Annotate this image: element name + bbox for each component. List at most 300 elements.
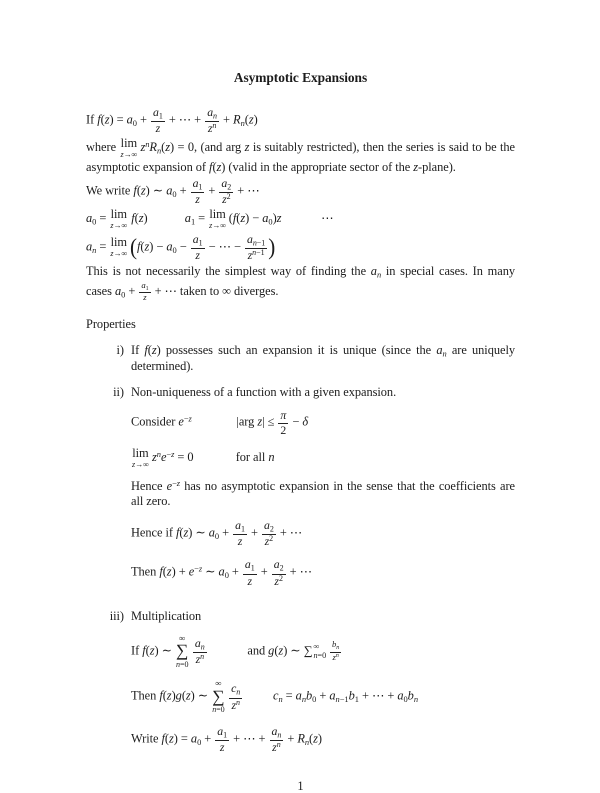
math-text: ( [145,643,150,658]
math-superscript [200,652,204,661]
math-text: 1 [354,694,359,705]
math-text: has no asymptotic expansion in the sense that the coefficients are all zero. [131,479,515,509]
math-variable: f [161,731,165,746]
math-text: ) possesses such an expansion it is unique (since the [156,342,437,357]
math-text: ∼ [202,565,219,580]
math-variable: a [192,176,199,190]
formula-product-series [131,679,515,715]
math-variable: a [271,725,278,738]
math-text: in special cases. In many cases [86,264,515,298]
math-text: →∞ [123,150,138,160]
math-variable: π [280,409,287,423]
formula-a0-a1-limits [86,208,515,231]
item-ii-heading [131,385,515,400]
math-subscript [223,730,227,739]
item-iii-heading [131,609,515,624]
math-text: lim [132,445,149,460]
math-text: + [284,731,298,746]
math-variable: z [272,741,277,755]
math-variable: f [232,211,237,226]
math-variable: a [246,232,253,246]
math-text: ) ∼ [154,643,175,658]
math-variable: z [138,211,144,226]
math-text: 0 [197,737,202,748]
math-text: 1 [145,285,149,292]
math-text: 2 [269,524,274,534]
math-text: | ≤ [262,414,278,429]
math-text: ∞ [215,678,222,689]
item-i-text [131,343,515,374]
operator-base [209,208,226,221]
math-variable: z [120,150,124,160]
fraction-denominator [278,424,288,437]
math-text: =0 [216,705,225,715]
fraction-numerator [229,682,242,698]
math-variable: n [92,245,97,256]
math-text: 1 [198,238,203,248]
math-text: −1 [256,248,265,258]
math-variable: n [304,737,310,748]
math-text: ( [228,211,233,226]
fraction-numerator [243,558,257,574]
fraction-denominator [270,741,284,754]
math-text: ) (valid in the appropriate sector of the [221,160,414,175]
math-variable: n [175,659,180,669]
math-text: ( [136,183,141,198]
math-variable: z [176,478,180,489]
fraction-numerator [272,558,286,574]
math-text: ) = [173,731,191,746]
math-text: + ⋯ [286,565,312,580]
math-text: = [96,239,110,254]
math-variable: a [184,211,191,226]
limit-operator [209,208,226,231]
math-fraction [272,558,286,588]
math-text: →∞ [113,221,128,231]
math-superscript [252,248,264,257]
item-ii-body [131,385,515,598]
math-variable: n [313,650,318,660]
math-variable: a [295,689,302,703]
fraction-denominator [215,741,229,754]
math-text: ) [143,211,148,226]
math-variable: z [244,140,250,155]
math-text: 2 [226,192,231,202]
math-fraction [193,637,207,667]
math-variable: f [144,342,148,357]
limit-operator [132,447,149,470]
math-text: Consider [131,414,179,429]
math-variable: a [190,731,198,746]
math-variable: a [397,689,404,703]
math-variable: R [297,731,305,746]
operator-lower-limit [209,221,226,231]
math-text: Hence [131,479,167,494]
math-subscript [280,564,284,573]
fraction-numerator [191,177,205,193]
operator-base [110,208,127,221]
math-text: ) = 0, (and arg [169,140,245,155]
math-variable: a [235,518,241,532]
math-text: 0 [172,245,177,256]
math-text: 0 [312,694,317,705]
math-variable: z [237,535,243,549]
math-text: + ⋯ taken to ∞ diverges. [151,283,279,298]
fraction-numerator [278,409,288,423]
math-variable: z [143,292,147,303]
math-text: ( [179,525,184,540]
list-item-i [86,343,515,374]
math-subscript [198,182,202,191]
math-text: Then [131,565,160,580]
math-variable: z [195,193,200,207]
math-superscript [279,574,283,583]
math-text: for all [235,449,269,464]
math-text: 2 [280,423,287,437]
math-variable: z [276,211,282,226]
math-variable: e [166,479,173,494]
math-variable: n [212,121,217,131]
item-iii-label: iii) [109,608,124,623]
math-text: ( [309,731,314,746]
math-variable: z [222,193,227,207]
math-text: and [247,643,269,658]
math-variable: b [332,639,337,650]
math-text: ( [181,689,186,703]
math-text: − [289,414,303,429]
math-text: ( [134,211,139,226]
math-superscript [236,698,240,707]
math-text: − [194,563,199,574]
math-text: We write [86,183,134,198]
math-text: ( [212,160,217,175]
fraction-denominator [233,535,247,548]
math-text: ∞ [179,632,186,643]
math-variable: a [370,264,377,279]
math-text: 2 [227,182,232,192]
math-variable: z [166,565,172,580]
math-text: 0 [403,694,408,705]
math-variable: z [198,563,203,574]
math-text: ) + [171,565,189,580]
math-variable: f [142,643,146,658]
math-text: This is not necessarily the simplest way of finding the [86,264,371,279]
math-text: ( [236,211,241,226]
math-text: =0 [179,659,189,669]
math-variable: z [240,211,246,226]
math-variable: g [268,643,275,658]
math-variable: a [86,211,93,226]
fraction-denominator [139,293,150,303]
limit-operator [120,137,137,160]
list-item-ii [86,385,515,598]
formula-limit-zero [131,447,515,470]
math-text: lim [120,136,138,151]
math-fraction [330,640,341,662]
math-text: ( [162,565,167,580]
math-variable: z [104,112,110,127]
math-text: + [228,565,242,580]
math-variable: a [262,211,269,226]
math-variable: n [413,694,418,705]
formula-an-limit [86,233,515,263]
math-variable: f [137,239,141,254]
math-text: − [172,478,177,489]
math-variable: n [235,697,240,707]
math-text: − ⋯ − [205,239,244,254]
math-text: 0 [224,570,229,581]
math-text: =0 [317,650,327,660]
math-variable: z [155,122,161,136]
math-subscript [159,111,163,120]
math-variable: z [185,689,191,703]
math-variable: n [212,705,217,715]
math-subscript [201,642,205,651]
math-variable: n [145,139,150,150]
math-text: − [166,448,172,459]
math-text: + [316,689,330,703]
math-variable: z [248,112,254,127]
formula-then-sum [131,558,515,588]
math-text: 0 [268,216,273,227]
math-subscript [270,524,274,533]
fraction-numerator [193,637,207,653]
math-text: − [183,413,189,424]
math-variable: a [273,558,280,572]
page-number: 1 [297,778,304,793]
math-variable: δ [302,414,309,429]
fraction-numerator [245,233,267,249]
math-variable: z [144,239,150,254]
math-variable: n [200,652,205,662]
math-variable: g [175,689,182,703]
math-subscript [241,524,245,533]
math-variable: f [133,183,137,198]
formula-we-write [86,177,515,207]
math-text: ) ∼ [190,689,212,703]
math-text: |arg [236,414,258,429]
math-text: lim [209,207,226,222]
math-text: 0 [132,117,137,128]
math-text: 0 [172,188,177,199]
item-iii-body [131,609,515,765]
math-text: + [125,283,139,298]
math-variable: e [188,565,195,580]
math-text: = 0 [174,449,194,464]
math-superscript [227,192,231,201]
intro-paragraph-2 [86,264,515,303]
math-variable: a [221,176,228,190]
math-text: + [219,525,233,540]
math-variable: z [247,574,253,588]
math-variable: f [209,160,213,175]
math-variable: a [244,558,251,572]
fraction-numerator [270,725,284,741]
math-text: →∞ [212,221,226,231]
item-i-body [131,343,515,374]
math-fraction [205,106,219,136]
math-text: + ⋯ + [358,689,398,703]
math-text: + [205,183,219,198]
math-variable: z [257,414,263,429]
summation-operator [176,634,188,670]
math-variable: z [140,183,146,198]
math-text: ( [140,239,145,254]
math-variable: z [209,221,213,231]
math-variable: f [97,112,101,127]
math-text: ) [272,211,277,226]
math-variable: n [278,694,283,705]
math-text: ) ∼ [188,525,209,540]
math-text: ∑ [176,641,189,661]
math-variable: n [252,248,257,258]
math-text: ( [244,112,249,127]
item-ii-label: ii) [113,384,124,399]
summation-operator [212,679,224,715]
operator-base [176,643,188,659]
math-variable: R [149,140,157,155]
math-text: -plane). [418,160,456,175]
math-variable: e [178,414,184,429]
math-variable: a [436,342,443,357]
math-text: ( [274,643,279,658]
math-text: ) [171,689,176,703]
math-variable: z [110,221,114,231]
operator-lower-limit [110,221,127,231]
math-variable: z [149,643,155,658]
math-variable: n [301,694,306,705]
math-fraction [215,725,229,755]
operator-base [110,236,127,249]
fraction-denominator [330,653,341,663]
math-text: ) [253,112,258,127]
fraction-denominator [193,653,207,666]
math-text: + [257,565,271,580]
math-subscript [227,182,231,191]
math-superscript [277,740,281,749]
math-subscript [277,730,281,739]
math-subscript [336,695,349,705]
math-text: ) = [109,112,127,127]
math-text: →∞ [113,249,128,259]
math-variable: a [141,279,146,290]
math-variable: z [171,448,175,459]
fraction-numerator [233,519,247,535]
math-text: are uniquely determined). [131,342,515,374]
math-variable: z [195,249,200,263]
big-parenthesis: ) [268,234,276,261]
math-text: 2 [269,534,274,544]
limit-operator [110,236,127,259]
fraction-numerator [191,233,205,249]
math-text: + [201,731,215,746]
math-variable: z [151,342,157,357]
math-variable: f [159,565,163,580]
math-variable: n [376,269,382,280]
math-variable: n [276,740,281,750]
fraction-denominator [272,575,286,588]
math-variable: z [183,525,189,540]
math-variable: z [166,689,172,703]
math-variable: n [240,117,245,128]
math-variable: z [140,140,146,155]
math-variable: a [194,636,201,650]
math-variable: z [313,731,318,746]
math-variable: n [213,111,217,121]
math-text: + ⋯ [276,525,303,540]
math-text: ( [147,342,152,357]
fraction-denominator [262,535,276,548]
math-fraction [191,233,205,263]
math-superscript [212,121,216,130]
math-text: ( [100,112,105,127]
math-text: + [176,183,190,198]
fraction-denominator [243,575,257,588]
math-variable: n [268,449,275,464]
math-variable: z [332,651,336,662]
math-text: 0 [214,531,220,542]
math-text: = [96,211,110,226]
math-variable: a [152,105,159,119]
operator-lower-limit [176,660,188,670]
math-fraction [233,519,247,549]
formula-if-series [131,634,515,670]
math-fraction [243,558,257,588]
math-variable: a [114,283,122,298]
math-text: + [247,525,261,540]
formula-consider [131,409,515,436]
math-fraction [139,281,150,303]
math-text: 1 [250,563,255,573]
math-text: 1 [190,216,196,227]
math-text: 1 [240,524,245,534]
math-text: ) ∼ [145,183,167,198]
page-title: Asymptotic Expansions [233,70,368,85]
math-variable: f [159,689,163,703]
math-variable: n [277,730,282,740]
math-subscript [253,238,265,247]
math-subscript [251,564,255,573]
operator-base [120,137,137,150]
fraction-numerator [151,106,165,122]
math-variable: b [348,689,355,703]
math-fraction [219,177,233,207]
math-text: Hence if [131,525,176,540]
math-variable: z [274,574,279,588]
math-variable: a [208,525,215,540]
math-text: ∑ [303,643,313,658]
math-variable: n [335,652,339,659]
math-variable: a [218,565,225,580]
math-text: ) [317,731,322,746]
math-variable: z [207,122,213,136]
math-text: 2 [278,573,283,583]
math-superscript [194,564,202,574]
inline-upper-limit [314,642,327,651]
math-superscript [184,414,192,424]
math-variable: a [192,232,199,246]
math-variable: a [126,112,133,127]
math-text: lim [110,235,127,250]
operator-lower-limit [212,705,224,715]
math-text: = [195,211,209,226]
fraction-denominator [151,122,165,135]
math-subscript [236,688,240,697]
math-text: ( [162,689,167,703]
operator-lower-limit [132,460,149,470]
math-fraction [270,725,284,755]
math-variable: b [407,689,414,703]
